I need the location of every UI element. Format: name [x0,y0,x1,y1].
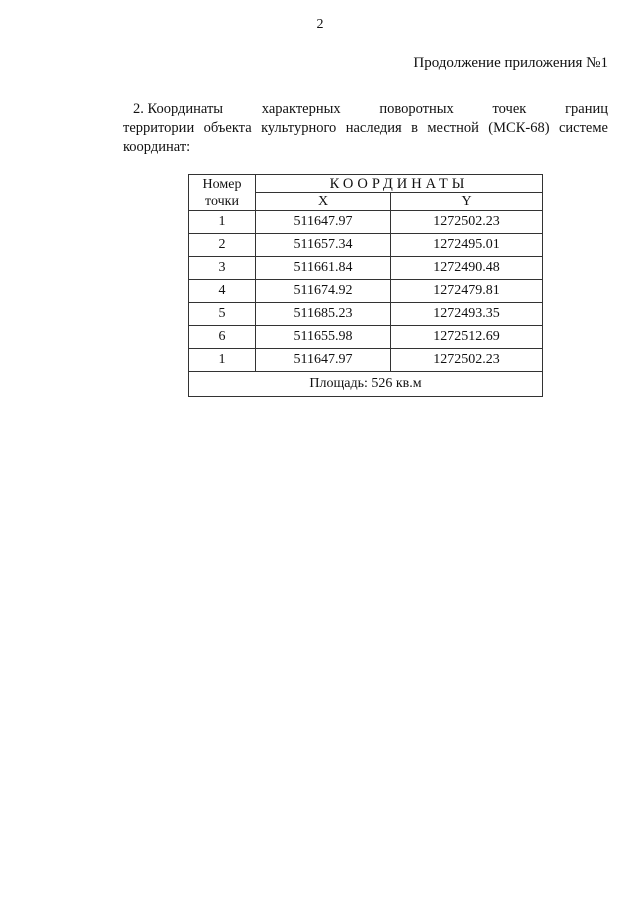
paragraph-line-1 [123,100,608,119]
point-number-cell: 1 [189,349,256,372]
paragraph-line-2 [123,119,608,138]
point-number-cell: 4 [189,280,256,303]
paragraph-word: координат: [123,139,191,155]
appendix-continuation-note: Продолжение приложения №1 [413,55,608,71]
page-number: 2 [316,17,324,32]
table-row [189,257,543,280]
coordinates-paragraph [123,100,608,157]
paragraph-word: (МСК-68) [488,120,550,136]
point-number-header-line-2: точки [205,193,239,209]
point-number-cell: 2 [189,234,256,257]
point-number-cell: 1 [189,211,256,234]
x-coordinate-cell: 511685.23 [256,303,391,326]
point-number-header-line-1: Номер [202,176,242,192]
x-coordinate-cell: 511657.34 [256,234,391,257]
paragraph-line-3 [123,138,608,157]
table-header-row [189,175,543,193]
paragraph-word: культурного [261,120,337,136]
paragraph-word: характерных [261,101,341,117]
point-number-header [189,175,256,211]
y-coordinate-cell: 1272502.23 [391,349,543,372]
x-coordinate-cell: 511647.97 [256,349,391,372]
paragraph-word: местной [427,120,479,136]
coordinates-table [188,174,543,397]
paragraph-word: 2. Координаты [133,101,224,117]
paragraph-word: системе [558,120,608,136]
table-row [189,349,543,372]
area-cell: Площадь: 526 кв.м [189,372,543,397]
x-coordinate-cell: 511674.92 [256,280,391,303]
table-area-row [189,372,543,397]
y-coordinate-cell: 1272495.01 [391,234,543,257]
point-number-cell: 3 [189,257,256,280]
paragraph-word: в [411,120,418,136]
paragraph-word: поворотных [379,101,454,117]
paragraph-word: территории [123,120,195,136]
y-coordinate-cell: 1272493.35 [391,303,543,326]
y-column-header: Y [391,193,543,211]
table-row [189,211,543,234]
point-number-cell: 5 [189,303,256,326]
paragraph-word: точек [492,101,527,117]
y-coordinate-cell: 1272512.69 [391,326,543,349]
y-coordinate-cell: 1272479.81 [391,280,543,303]
x-coordinate-cell: 511647.97 [256,211,391,234]
table-row [189,303,543,326]
x-coordinate-cell: 511661.84 [256,257,391,280]
point-number-cell: 6 [189,326,256,349]
paragraph-word: наследия [345,120,402,136]
table-row [189,326,543,349]
y-coordinate-cell: 1272490.48 [391,257,543,280]
paragraph-word: объекта [203,120,252,136]
table-row [189,234,543,257]
table-row [189,280,543,303]
paragraph-word: границ [565,101,608,117]
x-coordinate-cell: 511655.98 [256,326,391,349]
x-column-header: X [256,193,391,211]
coordinates-header: КООРДИНАТЫ [256,175,543,193]
y-coordinate-cell: 1272502.23 [391,211,543,234]
